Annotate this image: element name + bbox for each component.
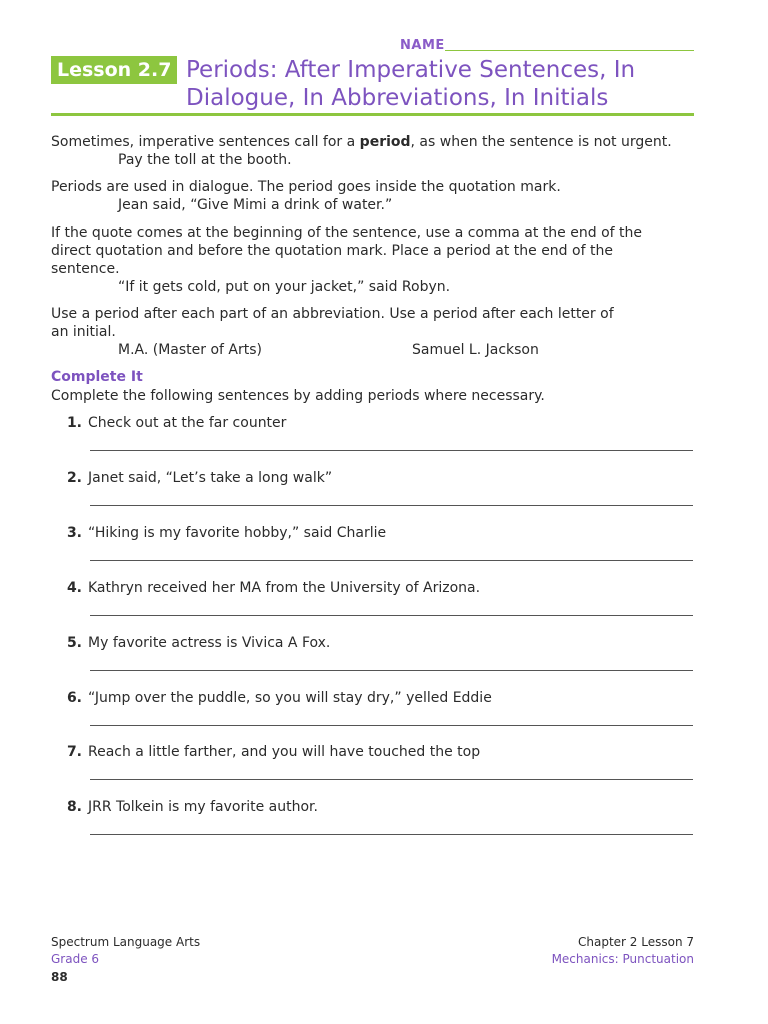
paragraph-quote-beginning: [51, 224, 642, 296]
page-number: 88: [51, 970, 68, 984]
item-sentence: Check out at the far counter: [88, 415, 287, 431]
name-write-line: [445, 50, 694, 51]
item-sentence: “Hiking is my favorite hobby,” said Charlie: [88, 525, 387, 541]
section-heading: Complete It: [51, 369, 143, 385]
exercise-instructions: Complete the following sentences by adding periods where necessary.: [51, 388, 545, 404]
item-number: 2.: [66, 470, 82, 486]
answer-line[interactable]: [90, 725, 693, 726]
p3-line-3: sentence.: [51, 261, 120, 277]
footer-right: [552, 934, 694, 968]
item-number: 3.: [66, 525, 82, 541]
item-sentence: “Jump over the puddle, so you will stay dry,” yelled Eddie: [88, 690, 492, 706]
exercise-item-8: [51, 798, 694, 853]
item-number: 1.: [66, 415, 82, 431]
exercise-item-3: [51, 524, 694, 579]
exercise-item-6: [51, 689, 694, 744]
topic-label: Mechanics: Punctuation: [551, 952, 694, 966]
p4-line-2: an initial.: [51, 324, 116, 340]
exercise-item-4: [51, 579, 694, 634]
p3-line-2: direct quotation and before the quotation mark. Place a period at the end of the: [51, 243, 613, 259]
example-1: Pay the toll at the booth.: [118, 152, 292, 168]
example-4b: Samuel L. Jackson: [412, 342, 539, 358]
exercise-item-5: [51, 634, 694, 689]
paragraph-period-imperative: [51, 133, 672, 169]
p2-text: Periods are used in dialogue. The period goes inside the quotation mark.: [51, 179, 561, 195]
p4-line-1: Use a period after each part of an abbreviation. Use a period after each letter of: [51, 306, 614, 322]
answer-line[interactable]: [90, 670, 693, 671]
item-sentence: My favorite actress is Vivica A Fox.: [88, 635, 331, 651]
lesson-badge: Lesson 2.7: [51, 56, 177, 84]
lesson-title: [186, 56, 635, 112]
lesson-title-line-1: Periods: After Imperative Sentences, In: [186, 57, 636, 83]
lesson-title-line-2: Dialogue, In Abbreviations, In Initials: [186, 85, 609, 111]
chapter-label: Chapter 2 Lesson 7: [578, 935, 694, 949]
item-number: 4.: [66, 580, 82, 596]
p3-line-1: If the quote comes at the beginning of the sentence, use a comma at the end of the: [51, 225, 642, 241]
p1-text-before: Sometimes, imperative sentences call for a: [51, 134, 360, 150]
example-4a: M.A. (Master of Arts): [118, 342, 263, 358]
name-label: NAME: [400, 38, 445, 53]
p1-text-after: , as when the sentence is not urgent.: [410, 134, 672, 150]
answer-line[interactable]: [90, 450, 693, 451]
grade-label: Grade 6: [51, 952, 100, 966]
p1-bold-term: period: [359, 134, 411, 150]
item-number: 7.: [66, 744, 82, 760]
item-number: 6.: [66, 690, 82, 706]
item-number: 5.: [66, 635, 82, 651]
exercise-item-2: [51, 469, 694, 524]
answer-line[interactable]: [90, 560, 693, 561]
example-2: Jean said, “Give Mimi a drink of water.”: [118, 197, 393, 213]
paragraph-period-dialogue: [51, 178, 561, 214]
answer-line[interactable]: [90, 834, 693, 835]
answer-line[interactable]: [90, 505, 693, 506]
paragraph-abbreviations: [51, 305, 614, 359]
item-sentence: JRR Tolkein is my favorite author.: [88, 799, 318, 815]
book-title: Spectrum Language Arts: [51, 935, 201, 949]
answer-line[interactable]: [90, 615, 693, 616]
answer-line[interactable]: [90, 779, 693, 780]
example-3: “If it gets cold, put on your jacket,” said Robyn.: [118, 279, 451, 295]
item-sentence: Kathryn received her MA from the University of Arizona.: [88, 580, 481, 596]
item-sentence: Janet said, “Let’s take a long walk”: [88, 470, 333, 486]
title-divider: [51, 113, 694, 116]
exercise-item-1: [51, 414, 694, 469]
footer-left: [51, 934, 200, 968]
exercise-item-7: [51, 743, 694, 798]
item-sentence: Reach a little farther, and you will have touched the top: [88, 744, 481, 760]
item-number: 8.: [66, 799, 82, 815]
